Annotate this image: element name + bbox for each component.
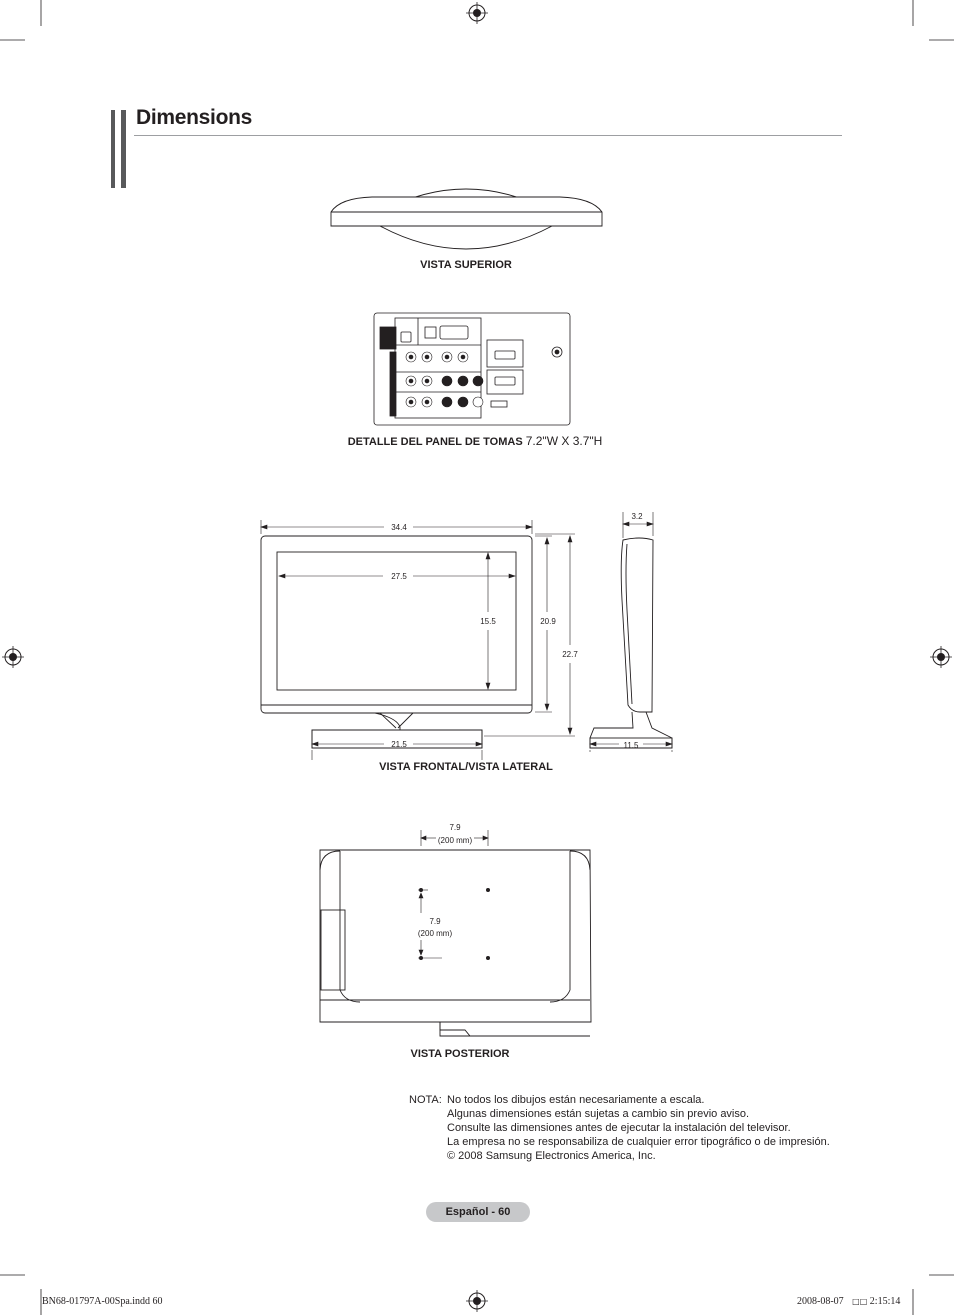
dim-height-with-stand: 22.7 [562, 650, 578, 659]
rear-view-caption: VISTA POSTERIOR [410, 1048, 510, 1060]
dim-vesa-vertical: 7.9 [429, 917, 441, 926]
dim-vesa-horizontal-mm: (200 mm) [437, 836, 473, 845]
note-line: Consulte las dimensiones antes de ejecutar la instalación del televisor. [447, 1121, 791, 1134]
page-title: Dimensions [136, 106, 253, 129]
footer-file-name: BN68-01797A-00Spa.indd 60 [42, 1296, 163, 1307]
dim-depth-without-stand: 3.2 [631, 512, 643, 521]
dim-vesa-horizontal: 7.9 [449, 823, 461, 832]
jack-panel-size: 7.2"W X 3.7"H [525, 434, 603, 448]
dim-overall-width: 34.4 [391, 523, 407, 532]
page-number-badge: Español - 60 [426, 1202, 530, 1222]
dim-screen-width: 27.5 [391, 572, 407, 581]
note-line: La empresa no se responsabiliza de cualquier error tipográfico o de impresión. [447, 1135, 830, 1148]
dim-stand-depth: 11.5 [623, 741, 639, 750]
jack-panel-caption-label: DETALLE DEL PANEL DE TOMAS [347, 436, 523, 448]
top-view-caption: VISTA SUPERIOR [420, 259, 512, 271]
note-line: Algunas dimensiones están sujetas a cambio sin previo aviso. [447, 1107, 750, 1120]
footer-marks: □□ [852, 1297, 868, 1306]
dim-vesa-vertical-mm: (200 mm) [417, 929, 453, 938]
footer-time: 2:15:14 [869, 1296, 901, 1307]
dim-screen-height: 15.5 [480, 617, 496, 626]
note-line: © 2008 Samsung Electronics America, Inc. [447, 1149, 656, 1162]
dim-stand-width: 21.5 [391, 740, 407, 749]
footer-date-time [797, 1296, 900, 1307]
note-line: No todos los dibujos están necesariamente a escala. [447, 1094, 705, 1106]
note-lines [447, 1094, 830, 1164]
note-label: NOTA: [409, 1094, 442, 1106]
dim-height-without-stand: 20.9 [540, 617, 556, 626]
footer-date: 2008-08-07 [797, 1296, 844, 1307]
front-side-view-caption: VISTA FRONTAL/VISTA LATERAL [379, 761, 553, 773]
